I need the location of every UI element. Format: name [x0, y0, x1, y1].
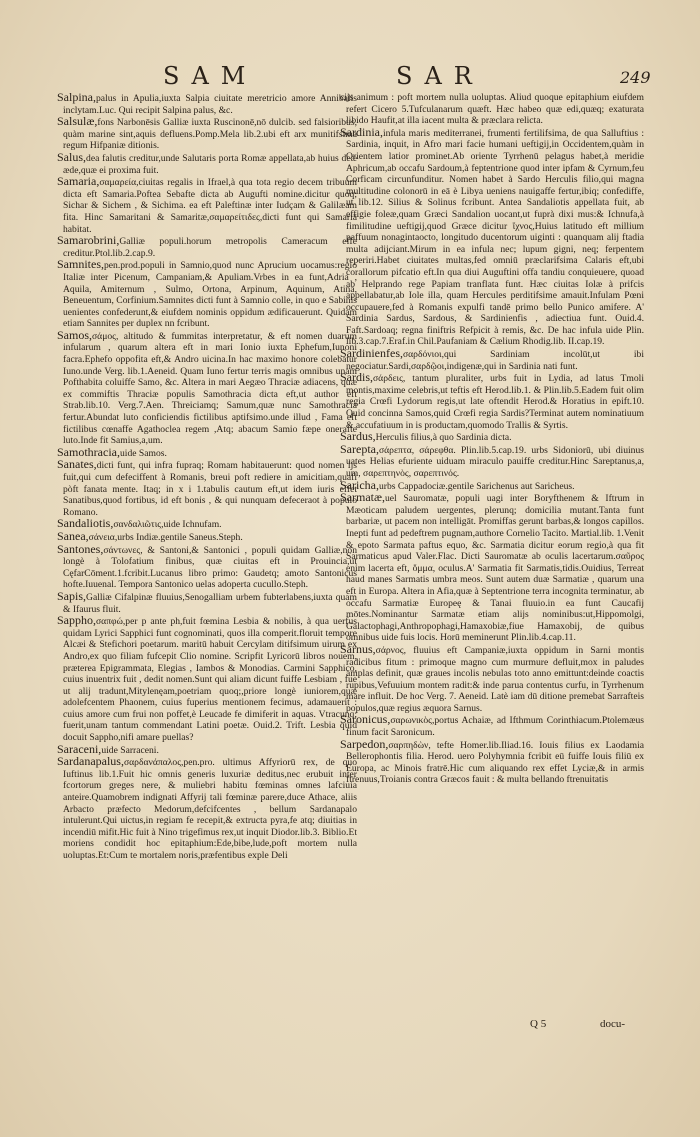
dictionary-entry: [340, 441, 644, 480]
entry-lemma: Sardinia,: [340, 124, 383, 139]
entry-text: Galliæ Cifalpinæ fluuius,Senogalliam urbem fubterlabens,iuxta quam & Ifaurus fluit.: [63, 591, 357, 615]
entry-lemma: Sarnus,: [340, 641, 376, 656]
dictionary-entry: [340, 92, 644, 127]
entry-lemma: Sanea,: [57, 528, 89, 543]
dictionary-entry: [57, 176, 357, 235]
entry-lemma: Sappho,: [57, 613, 96, 628]
entry-lemma: Samos,: [57, 327, 93, 342]
entry-text: Galliæ populi.horum metropolis Cameracum effe creditur.Ptol.lib.2.cap.9.: [63, 236, 357, 259]
dictionary-entry: [57, 259, 357, 330]
entry-text: uide Sarraceni.: [101, 744, 159, 756]
running-head-right: SAR: [396, 62, 484, 90]
entry-lemma: Sardinienfes,: [340, 346, 403, 361]
entry-lemma: Sanates,: [57, 457, 97, 472]
dictionary-entry: [57, 444, 357, 460]
entry-lemma: Samnites,: [57, 257, 104, 272]
dictionary-entry: [57, 756, 357, 861]
dictionary-entry: [340, 714, 644, 738]
entry-lemma: Salsulæ,: [57, 114, 98, 129]
entry-lemma: Sardanapalus,: [57, 754, 124, 769]
entry-lemma: Samarobrini,: [57, 233, 120, 248]
entry-text: σάντωνες, & Santoni,& Santonici , populi quidam Galliæ,non longè à Tolofatium finibus, quæ ciuitas eft in Prouincia,ut CęfarCōment.1.fcribit.Lucanus libro primo: Gaudetq; amoto Santonicus hofte.Iuuenal. Tempora Santonico uelas adoperta cucullo.Steph.: [63, 544, 357, 591]
dictionary-entry: [57, 588, 357, 615]
entry-text: σαρδανάπαλος,pen.pro. ultimus Affyriorū rex, de quo Iuftinus lib.1.Fuit hic omnis generis luxuriæ deditus,nec erubuit inter fcortorum greges nere, & muliebri habitu fœminas omnes lafciuia anteire.Quamobrem indignati Affyrij tali fœminæ parere,duce Athace, aliis Arbacto præfecto Medorum,defcifcentes , bellum Sardanapalo intulerunt.Qui uictus,in regiam fe recepit,& extructa pyra,fe atq; diuitias in incendiū mifit.Hic fuit à Nino trigefimus rex,ut inquit Diodor.lib.3. Biblio.Et moriens condidit hoc epitaphium:Ede,bibe,lude,poft mortem nulla uoluptas.Et:Cum te mortalem noris,præfentibus exple Deli: [63, 757, 357, 861]
entry-text: uide Samos.: [119, 447, 167, 459]
entry-text: cijs animum : poft mortem nulla uoluptas. Aliud quoque epitaphium eiufdem refert Cicero 5.Tufculanarum quæft. Hæc habeo quæ edi,quæq; exaturata libido Haufit,at illa iacent multa & præclara relicta.: [340, 92, 644, 127]
dictionary-entry: [340, 372, 644, 431]
dictionary-entry: [340, 124, 644, 348]
dictionary-entry: [57, 116, 357, 152]
entry-lemma: Santones,: [57, 541, 104, 556]
running-head-left: SAM: [163, 62, 258, 90]
dictionary-entry: [57, 92, 357, 116]
entry-text: σάρεπτα, σάρεφθα. Plin.lib.5.cap.19. urbs Sidoniorū, ubi diuinus uates Helias efuriente uiduam miraculo pauiffe creditur.Hinc Sareptanus,a, um, σαρεπτηνὸς, σαρεπτινός.: [346, 444, 644, 479]
entry-lemma: Saronicus,: [340, 712, 391, 727]
dictionary-entry: [340, 641, 644, 715]
dictionary-entry: [57, 149, 357, 176]
entry-text: σανδαλιῶτις,uide Ichnufam.: [113, 519, 222, 531]
entry-text: Herculis filius,à quo Sardinia dicta.: [375, 432, 512, 444]
dictionary-entry: [57, 541, 357, 591]
entry-text: pen.prod.populi in Samnio,quod nunc Aprucium uocamus:regio Italiæ inter Picenum, Campaniam,& Apuliam.Vrbes in ea funt,Adria , Aquila, Amiternum , Sulmo, Ortona, Arpinum, Aquinum, Atina, Beneuentum, Corfinium.Samnites dicti funt à Samnio colle, in quo e Sabinis uenientes confederunt,& eiufdem nominis oppidum ædificauerunt. Quidam etiam Sannites per duplex nn fcribunt.: [63, 260, 357, 330]
entry-lemma: Samothracia,: [57, 444, 120, 459]
right-column: [340, 92, 644, 786]
entry-text: dicti funt, qui infra fupraq; Romam habitauerunt: quod nomen ijs fuit,qui cum defeciffent à Romanis, breui poft rediere in amicitiam,quafi pòft fanata mente. Itaq; in x i 1.tabulis cautum eft,ut idem iuris effet Sanatibus,quod fortibus, id eft bonis , & qui nunquam defeceraot à populo Romano.: [63, 460, 357, 518]
entry-text: urbs Cappadociæ.gentile Sarichenus aut Saricheus.: [378, 480, 575, 492]
page-number: 249: [620, 68, 651, 87]
entry-lemma: Sarpedon,: [340, 736, 389, 751]
entry-lemma: Sardus,: [340, 429, 376, 444]
entry-text: infula maris mediterranei, frumenti fertilifsima, de qua Salluftius : Sardinia, inquit, in Afro mari facie humani ueftigij,in Occidentem,quàm in Orientem latior prominet.Ab oriente Tyrrhenū pelagus habet,à meridie Aphricum,ab occafu Sardoum,à feptentrione quod inter ipfam & Cyrnum,feu Corficam circunfunditur. Nomen habet à Sardo Herculis filio,qui magna multitudine colonorū in eā è Libya ueniens nauigaffe fertur,ibiq; confediffe, ut lib.12. Silius & Solinus fcribunt. Antea Sandaliotis appellata fuit, ab effigie foleæ,quam Græci Sandalion uocant,ut fuprà dixi mus:& Ichnufa,à fimilitudine ueftigij,quod Græce dicitur ἴχνος,Huius latitudo eft millium paffuum nonagintaocto, longitudo ducentorum uiginti : quanquam alij ftadia multa adijciant.Mirum in ea infula nec; lupum gigni, neq; ferpentem reperiri.Habet ciuitates multas,fed omniū præclarifsima Calaris eft,ubi corallorum pifcatio eft.In qua diui Auguftini offa tandiu conquieuere, quoad ab Helprando rege Papiam tranflata funt. Hæc ciuitas Iolæ à prifcis appellabatur,ab Iole illa, quam Hercules perditifsime amauit.Infulam Pœni occupauere,fed à Romanis expulfi tandē primo bello Punico amifere. A' Sardinia Sardus, Sardous, & Sardinienfis , adiectiua funt. Ouid.4. Faft.Sardoaq; regna finiftris Refpicit à remis, &c. De hac infula uide Plin. lib.3.cap.7.Eraf.in Chil.Paufaniam & Cælium Rhodig.lib. II.cap.19.: [346, 127, 644, 348]
entry-lemma: Sarepta,: [340, 441, 379, 456]
signature-mark: Q 5: [530, 1018, 547, 1030]
dictionary-entry: [57, 615, 357, 744]
left-column: [57, 92, 357, 862]
dictionary-entry: [57, 327, 357, 447]
entry-lemma: Sarmatæ,: [340, 490, 385, 505]
entry-lemma: Saraceni,: [57, 741, 102, 756]
entry-text: fons Narbonēsis Galliæ iuxta Ruscinonē,nō dulcib. sed falsioribus, quàm marine sint,aquis defluens.Pomp.Mela lib.2.ubi eft arx munitifsima regum Hifpaniæ ditionis.: [63, 117, 357, 152]
entry-text: σαρδόνιοι,qui Sardiniam incolūt,ut ibi negociatur.Sardi,σαρδῷοι,indigenæ,qui in Sardinia nati funt.: [346, 349, 644, 372]
dictionary-entry: [340, 477, 644, 493]
entry-lemma: Salpina,: [57, 90, 96, 104]
entry-text: σαρπηδὼν, tefte Homer.lib.Iliad.16. Iouis filius ex Laodamia Bellerophontis filia. Herod. uero Polyhymnia fcribit eū fuiffe Iouis filiū ex Europa, ac Minois fratrē.Hic cum aliquando rex effet Lyciæ,& in armis ftrenuus,Troianis contra Græcos fauit : & multa bellando ftrenuitatis: [346, 739, 644, 786]
dictionary-entry: [57, 459, 357, 518]
entry-text: σαρωνικὸς,portus Achaiæ, ad Ifthmum Corinthiacum.Ptolemæus finum facit Saronicum.: [346, 715, 644, 739]
entry-text: dea falutis creditur,unde Salutaris porta Romæ appellata,ab huius deæ æde,quæ ei proxima fuit.: [63, 152, 357, 176]
entry-lemma: Samaria,: [57, 174, 100, 189]
entry-text: σάνεια,urbs Indiæ.gentile Saneus.Steph.: [88, 531, 243, 543]
entry-text: σάρδεις, tantum pluraliter, urbs fuit in Lydia, ad latus Tmoli montis,maxime celebris,ut teftis eft Herod.lib.1. & Plin.lib.5.Eadem fuit olim regia Crœfi Lydorum regis,ut late oftendit Herod.& Horatius in epift.10. Quid concinna Samos,quid Crœfi regia Sardis?Terminat autem nominatiuum & accufatiuum in is productam,quomodo Trallis & Syrtis.: [346, 373, 644, 431]
entry-lemma: Sapis,: [57, 588, 87, 603]
catchword: docu-: [600, 1018, 626, 1030]
entry-text: palus in Apulia,iuxta Salpia ciuitate meretricio amore Annibalis inclytam.Luc. Qui recipit Salpina palus, &c.: [63, 93, 357, 116]
dictionary-entry: [340, 431, 644, 444]
entry-text: σάμος, altitudo & fummitas interpretatur, & eft nomen duarum infularum , quarum altera eft in mari Ionio iuxta Ephefum,Iunoni facra.Ephefo oppofita eft,& Andro uicina.In hac maximo honore colebatur Iuno.unde Verg. lib.1.Aeneid. Quam Iuno fertur terris magis omnibus unam Pofthabita coluiffe Samo, &c. Altera in mari Aegæo Thraciæ adiacens, quæ ex commiftis Thraciæ populis Samothracia dicta eft,ut author eft Strab.lib.10. Verg.7.Aen. Threiciamq; Samum,quæ nunc Samothracia fertur.Abundat luto conficiendis fictilibus aptifsimo.unde illud , Fama eft fictilibus cœnaffe Agathoclea regem ,Atq; abacum Samio fæpe onerafte luto.Inde fit Samius,a,um.: [63, 330, 357, 447]
entry-lemma: Saricha,: [340, 477, 379, 492]
entry-lemma: Sardis,: [340, 370, 373, 385]
entry-text: σάρνος, fluuius eft Campaniæ,iuxta oppidum in Sarni montis radicibus fitum : primoque magno cum murmure defluit,mox in paludes amplas definit, quæ graues incolis nebulas toto anno emittunt:deinde coactis rupibus,Vefuuium montem radit:& inde parua contentus curfu, in Tyrrhenum mare influit. De hoc Verg. 7. Aeneid. Latè iam dū ditione premebat Sarrafteis populos,quæ regius æquora Sarnus.: [346, 644, 644, 714]
dictionary-entry: [340, 348, 644, 372]
dictionary-entry: [57, 518, 357, 531]
dictionary-entry: [57, 235, 357, 259]
dictionary-entry: [340, 736, 644, 786]
entry-text: σαπφώ,per p ante ph,fuit fœmina Lesbia & nobilis, à qua uerfus quidam Lyrici Sapphici funt cognominati, quos illa comperit.floruit tempore Alcæi & Stefichori poetarum. maritū habuit Cercylam ditifsimum uirum ex Andro,ex quo filiam fufcepit Clio nomine. Scripfit Lyricorū libros nouem, præterea Epigrammata, Elegias , Iambos & Monodias. Carmini Sapphico, cuius inuentrix fuit , dedit nomen.Sunt qui aliam dicunt fuiffe Lesbiam , fue ut alij tradunt,Mitylenęam,poetriam quoq;,priore longè iuniorem,quæ adolefcentem Phaonem, cuius fuperius mentionem fecimus, adamauerit : cuius amore cum frui non poffet,è Leucade fe dimiferit in aquas. Vtracunq; fuerit,unam tantum commendant Latini poetæ. Ouid.2. Trift. Lesbia quid docuit Sappho,nifi amare puellas?: [63, 616, 357, 744]
running-head: [0, 62, 700, 92]
entry-text: uel Sauromatæ, populi uagi inter Boryfthenem & Iftrum in Mæoticam paludem uergentes, plerunq; domicilia mutant.Tanta funt barbariæ, ut pacem non intelligāt. Promiffas gerunt barbas,& longos capillos. Inepti funt ad pedeftrem pugnam,authore Cornelio Tacito. Martial.lib. 1.Venit & epoto Sarmata paftus equo, &c. Sarmatia dicitur eorum regio,à qua fit Sarmaticus apud Valer.Flac. Dicti Sauromatæ ab oculis lacertarum.σαῦρος enim lacerta eft, ὄμμα, oculus.A' Sarmatia fit Sarmatis,tidis.Ouidius, Terreat haud manes Sarmatis umbra meos. Sunt autem duæ Sarmatiæ , quarum una eft in Europa. Altera in Afia,quæ à Septentrione terra incognita terminatur, ab occafu Sarmatiæ Europeę & Tanai fluuio.in ea funt Caucafij mōtes.Nominantur Sarmatæ etiam alijs nominibus:ut,Hippomolgi, Galactophagi,Anthropophagi,Hamaxobiæ,fiue Hamaxobij, de quibus omnibus uide fuis locis. Horū meminerunt Plin.lib.4.cap.11.: [346, 493, 644, 644]
entry-lemma: Sandaliotis,: [57, 516, 114, 531]
entry-lemma: Salus,: [57, 149, 87, 164]
entry-text: σαμαρεία,ciuitas regalis in Ifrael,à qua tota regio decem tribuum dicta eft Samaria.Poftea Sebafte dicta ab Augufti nomine.dicitur quoq; Sichar & Sichem , & Sichima. ea eft Paleftinæ inter Iudçam & Galilæam fita. Hinc Samaritani & Samaritæ,σαμαρείτιδες,dicti funt qui Samariā habitat.: [63, 177, 357, 235]
dictionary-entry: [340, 492, 644, 644]
